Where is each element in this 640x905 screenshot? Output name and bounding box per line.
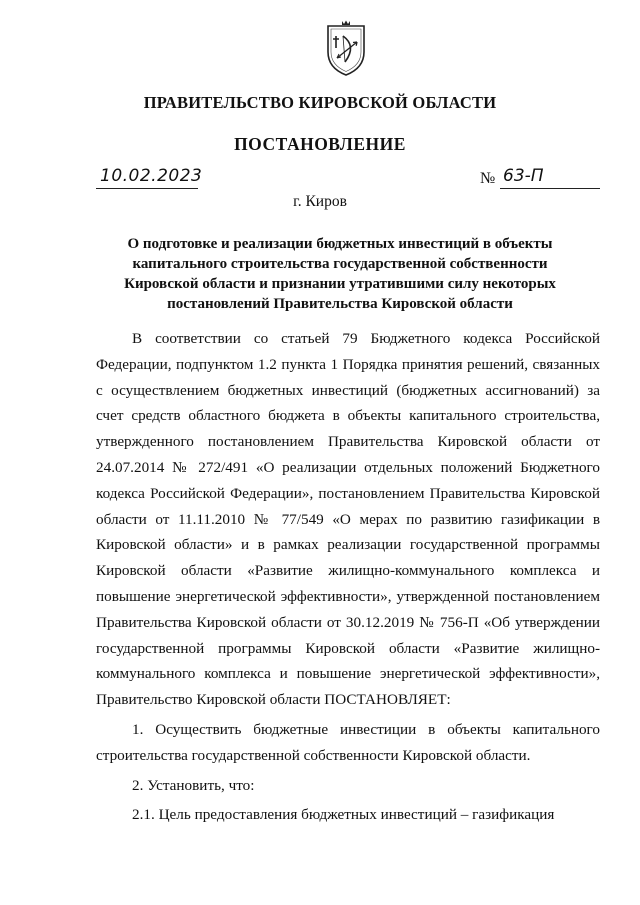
document-date bbox=[96, 166, 203, 192]
document-type: ПОСТАНОВЛЕНИЕ bbox=[234, 134, 406, 154]
handwritten-date: 10.02.2023 bbox=[100, 166, 203, 186]
date-underline bbox=[96, 188, 198, 189]
preamble-paragraph: В соответствии со статьей 79 Бюджетного кодекса Российской Федерации, подпунктом 1.2 пункта 1 Порядка принятия решений, связанных с осуществлением бюджетных инвестиций (бюджетных ассигнований) за счет средств областного бюджета в объекты капитального строительства, утвержденного постановлением Правительства Кировской области от 24.07.2014 № 272/491 «О реализации отдельных положений Бюджетного кодекса Российской Федерации», постановлением Правительства Кировской области от 11.11.2010 № 77/549 «О мерах по развитию газификации в Кировской области» и в рамках реализации государственной программы Кировской области «Развитие жилищно-коммунального комплекса и повышение энергетической эффективности», утвержденной постановлением Правительства Кировской области от 30.12.2019 № 756-П «Об утверждении государственной программы Кировской области «Развитие жилищно-коммунального комплекса и повышение энергетической эффективности», Правительство Кировской области ПОСТАНОВЛЯЕТ: bbox=[96, 330, 600, 709]
document-heading: О подготовке и реализации бюджетных инвестиций в объекты капитального строительства государственной собственности Кировской области и признании утратившими силу некоторых постановлений Правительства Кировской области bbox=[124, 236, 556, 312]
clause-2: 2. Установить, что: bbox=[132, 776, 255, 794]
government-title: ПРАВИТЕЛЬСТВО КИРОВСКОЙ ОБЛАСТИ bbox=[143, 93, 497, 112]
number-sign: № bbox=[480, 170, 496, 187]
handwritten-number: 63-П bbox=[503, 166, 544, 186]
clause-2-1: 2.1. Цель предоставления бюджетных инвестиций – газификация bbox=[132, 806, 555, 824]
kirov-coat-of-arms-icon bbox=[322, 18, 370, 78]
document-body bbox=[96, 326, 600, 828]
city-name: г. Киров bbox=[293, 193, 347, 210]
number-underline bbox=[500, 188, 600, 189]
clause-1: 1. Осуществить бюджетные инвестиции в объекты капитального строительства государственной собственности Кировской области. bbox=[96, 720, 600, 764]
document-number bbox=[480, 166, 602, 192]
